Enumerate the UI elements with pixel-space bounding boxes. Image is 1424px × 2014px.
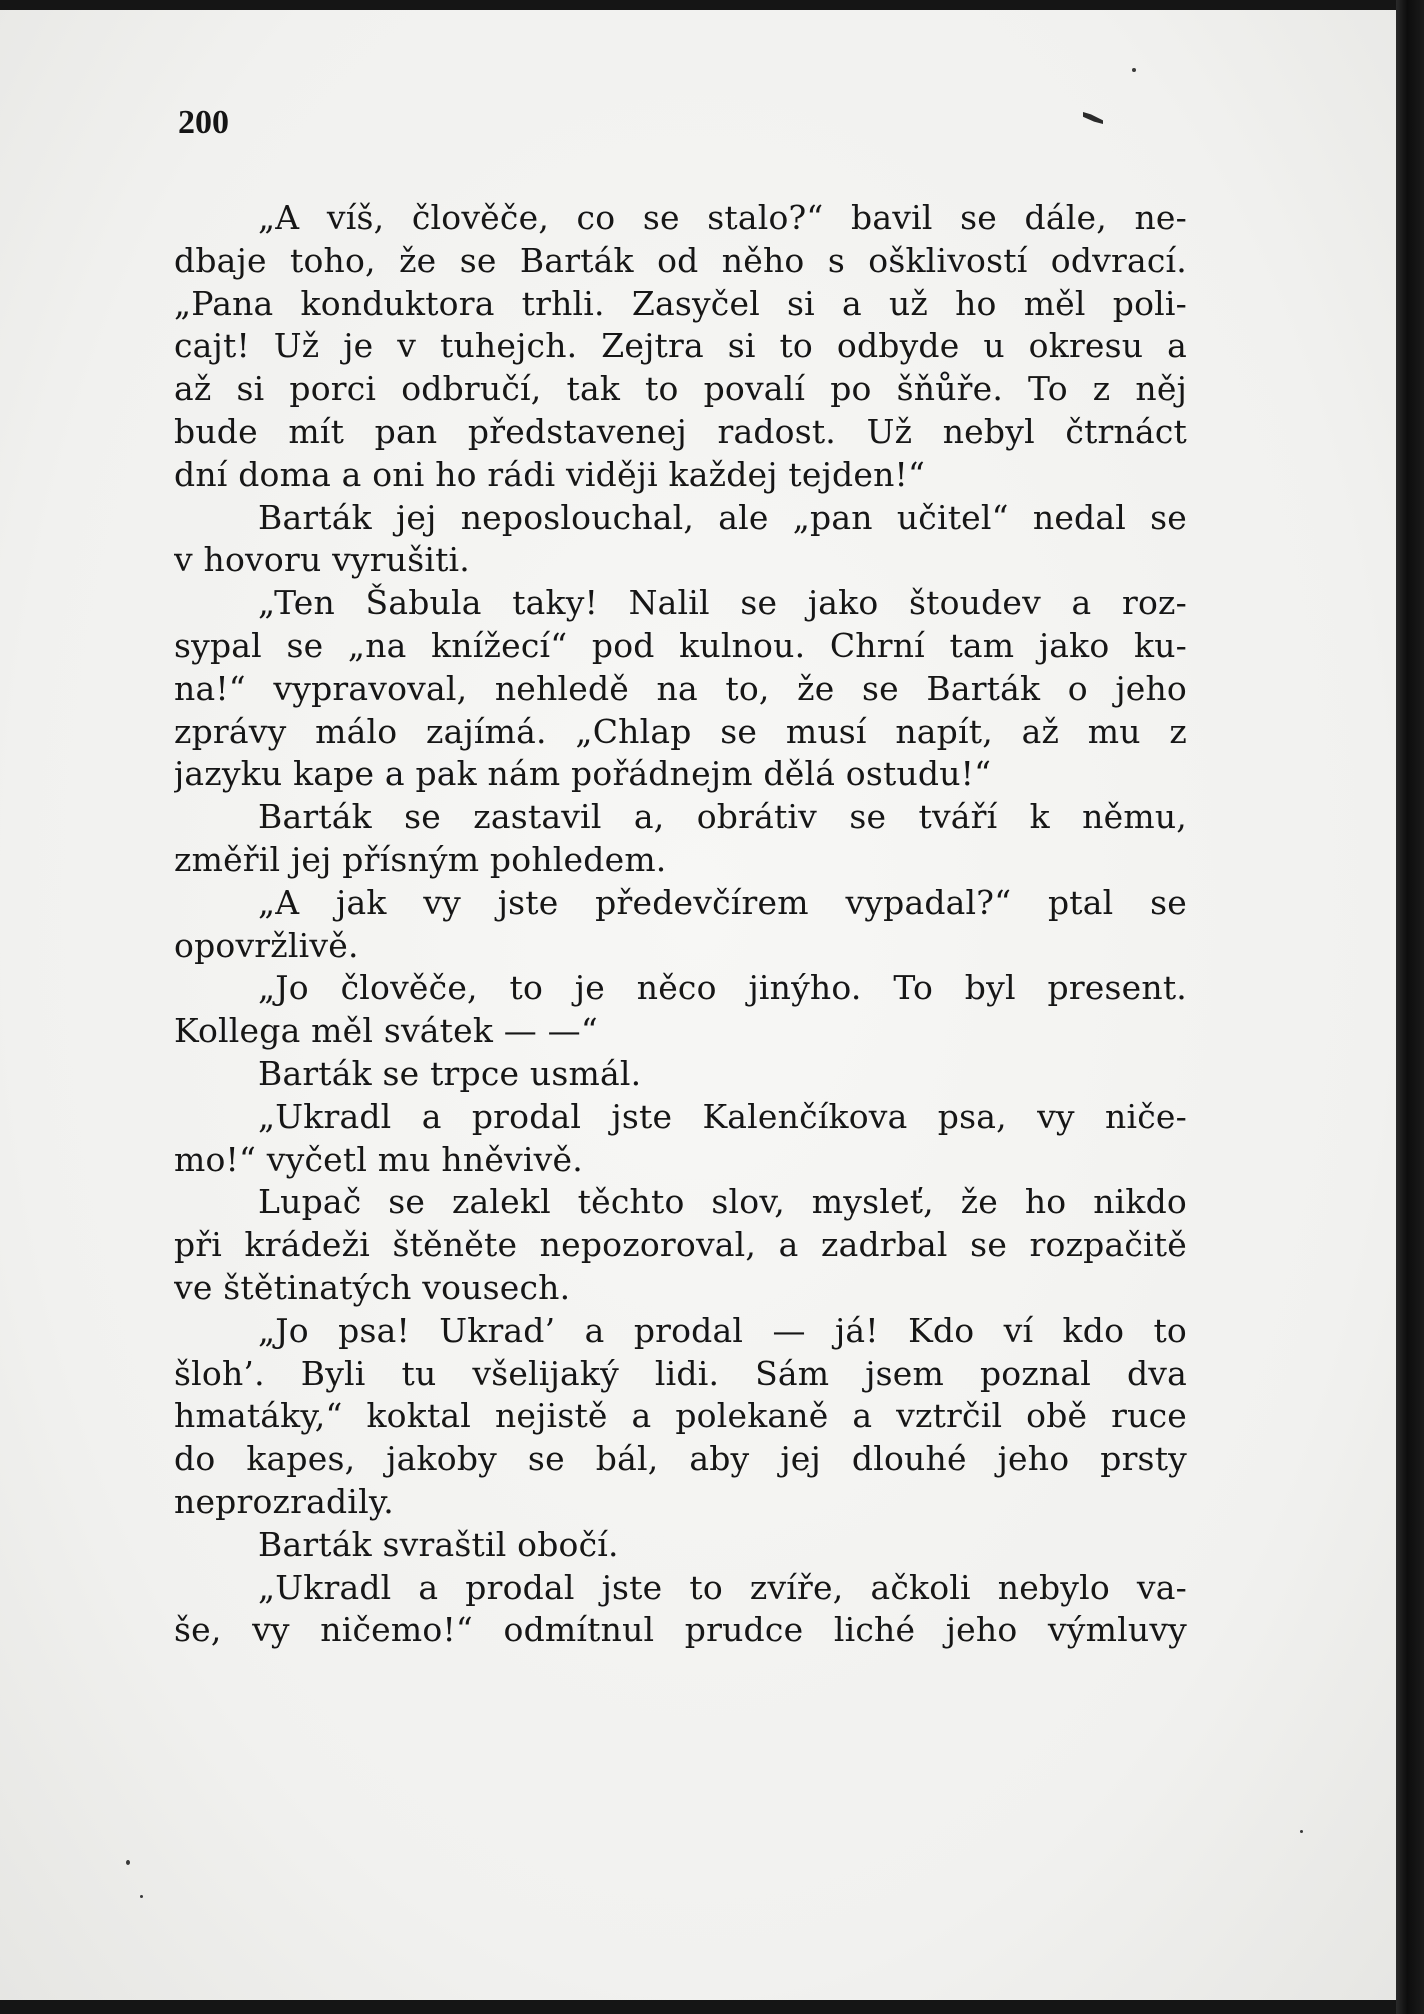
text-line: „A jak vy jste předevčírem vypadal?“ ptal se: [258, 882, 1187, 922]
scan-edge-shadow: [1396, 0, 1424, 2014]
text-line: zprávy málo zajímá. „Chlap se musí napít, až mu z: [174, 711, 1187, 751]
text-line: neprozradily.: [174, 1481, 394, 1521]
dust-speck: [1132, 68, 1136, 72]
text-line: „Ukradl a prodal jste Kalenčíkova psa, vy niče-: [258, 1096, 1187, 1136]
book-page: [0, 10, 1396, 2000]
text-line: bude mít pan představenej radost. Už nebyl čtrnáct: [174, 411, 1187, 451]
text-line: Barták svraštil obočí.: [258, 1524, 619, 1564]
text-line: cajt! Už je v tuhejch. Zejtra si to odbyde u okresu a: [174, 326, 1187, 366]
text-line: opovržlivě.: [174, 925, 359, 965]
text-line: sypal se „na knížecí“ pod kulnou. Chrní tam jako ku-: [174, 625, 1187, 665]
text-line: hmatáky,“ koktal nejistě a polekaně a vztrčil obě ruce: [174, 1396, 1187, 1436]
text-line: při krádeži štěněte nepozoroval, a zadrbal se rozpačitě: [174, 1225, 1187, 1265]
text-line: jazyku kape a pak nám pořádnejm dělá ostudu!“: [174, 754, 992, 794]
text-line: změřil jej přísným pohledem.: [174, 839, 667, 879]
dust-speck: [140, 1895, 143, 1898]
ink-mark: [1083, 112, 1103, 124]
text-line: dní doma a oni ho rádi viději každej tejden!“: [174, 454, 926, 494]
text-line: ve štětinatých vousech.: [174, 1267, 571, 1307]
body-text: [174, 197, 1187, 1652]
page-number: 200: [178, 104, 229, 141]
text-line: „Ten Šabula taky! Nalil se jako štoudev a roz-: [258, 583, 1187, 623]
text-line: Lupač se zalekl těchto slov, mysleť, že ho nikdo: [258, 1182, 1187, 1222]
text-line: šloh’. Byli tu všelijaký lidi. Sám jsem poznal dva: [174, 1353, 1187, 1393]
text-line: Kollega měl svátek — —“: [174, 1011, 598, 1051]
text-line: „Ukradl a prodal jste to zvíře, ačkoli nebylo va-: [258, 1567, 1187, 1607]
text-line: „A víš, člověče, co se stalo?“ bavil se dále, ne-: [258, 198, 1187, 237]
text-line: až si porci odbručí, tak to povalí po šňůře. To z něj: [174, 369, 1187, 409]
text-line: Barták se zastavil a, obrátiv se tváří k němu,: [258, 797, 1187, 837]
text-line: Barták se trpce usmál.: [258, 1053, 642, 1093]
text-line: mo!“ vyčetl mu hněvivě.: [174, 1139, 583, 1179]
text-line: „Jo psa! Ukrad’ a prodal — já! Kdo ví kdo to: [258, 1310, 1187, 1350]
dust-speck: [126, 1860, 130, 1865]
text-line: še, vy ničemo!“ odmítnul prudce liché jeho výmluvy: [174, 1610, 1187, 1650]
text-line: na!“ vypravoval, nehledě na to, že se Barták o jeho: [174, 668, 1187, 708]
text-line: dbaje toho, že se Barták od něho s ošklivostí odvrací.: [174, 240, 1187, 280]
text-line: do kapes, jakoby se bál, aby jej dlouhé jeho prsty: [174, 1439, 1187, 1479]
dust-speck: [1300, 1830, 1303, 1833]
text-line: Barták jej neposlouchal, ale „pan učitel“ nedal se: [258, 497, 1187, 537]
text-line: „Pana konduktora trhli. Zasyčel si a už ho měl poli-: [174, 283, 1187, 323]
text-line: „Jo člověče, to je něco jinýho. To byl present.: [258, 968, 1187, 1008]
text-line: v hovoru vyrušiti.: [174, 540, 470, 580]
